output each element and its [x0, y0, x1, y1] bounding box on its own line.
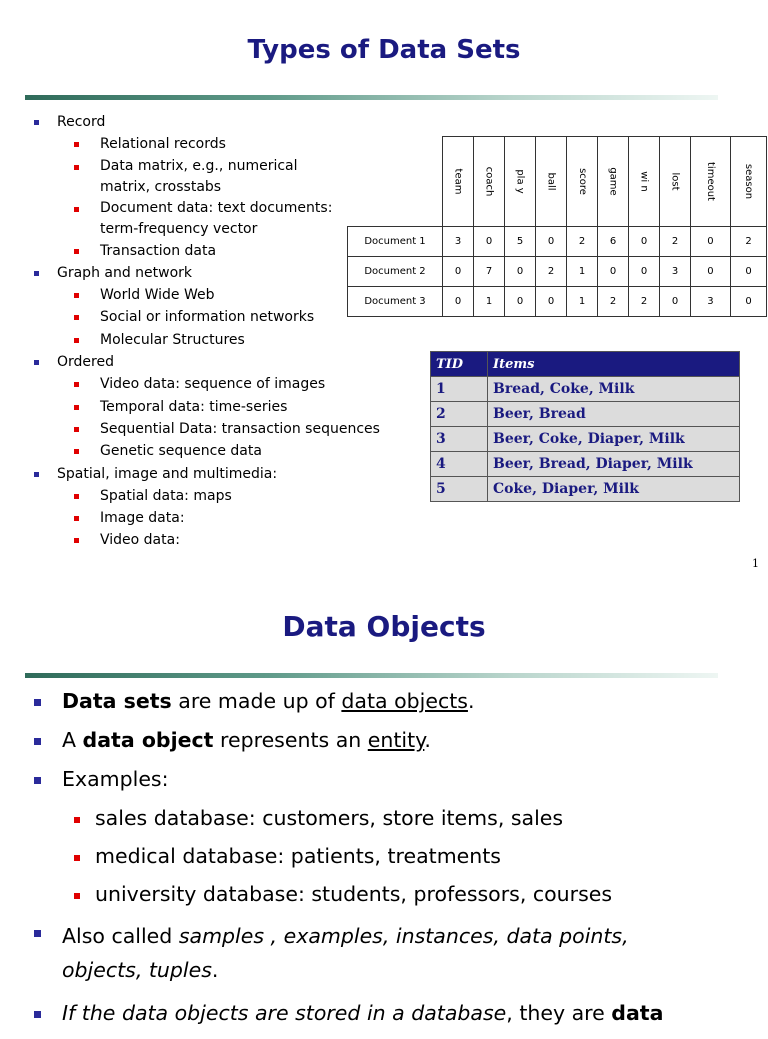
list-item: Also called samples , examples, instances, data points, objects, tuples.	[34, 919, 702, 987]
list-subitem: Social or information networks	[34, 306, 380, 328]
items-cell: Bread, Coke, Milk	[488, 377, 740, 402]
list-item-ordered: Ordered	[34, 351, 380, 373]
items-cell: Coke, Diaper, Milk	[488, 477, 740, 502]
list-item: A data object represents an entity.	[34, 727, 734, 753]
cell: 2	[567, 227, 598, 257]
doc-label: Document 1	[348, 227, 443, 257]
cell: 0	[505, 287, 536, 317]
table-row	[431, 427, 740, 452]
list-subitem: World Wide Web	[34, 284, 380, 306]
list-subitem: Data matrix, e.g., numerical matrix, crosstabs	[34, 156, 340, 198]
list-subitem: Transaction data	[34, 240, 380, 262]
list-subitem: Document data: text documents: term-frequency vector	[34, 198, 370, 240]
cell: 3	[443, 227, 474, 257]
table-row	[431, 402, 740, 427]
cell: 0	[505, 257, 536, 287]
cell: 2	[629, 287, 660, 317]
list-item-record: Record	[34, 111, 380, 133]
title-divider	[25, 673, 718, 678]
cell: 2	[598, 287, 629, 317]
title-divider	[25, 95, 718, 100]
tid-cell: 4	[431, 452, 488, 477]
cell: 0	[730, 287, 766, 317]
cell: 0	[536, 227, 567, 257]
column-header-tid: TID	[431, 352, 488, 377]
list-subitem: Relational records	[34, 133, 380, 155]
term-header: team	[443, 137, 474, 227]
list-item-spatial: Spatial, image and multimedia:	[34, 463, 380, 485]
list-subitem: Temporal data: time-series	[34, 396, 380, 418]
cell: 2	[730, 227, 766, 257]
list-subitem: Spatial data: maps	[34, 485, 380, 507]
term-header: pla y	[505, 137, 536, 227]
list-subitem: medical database: patients, treatments	[34, 843, 734, 869]
table-row	[431, 452, 740, 477]
cell: 2	[660, 227, 691, 257]
tid-cell: 1	[431, 377, 488, 402]
table-row	[348, 287, 767, 317]
transaction-table	[430, 351, 740, 502]
term-header: game	[598, 137, 629, 227]
term-header: coach	[474, 137, 505, 227]
list-subitem: university database: students, professors, courses	[34, 881, 734, 907]
slide1-title: Types of Data Sets	[247, 35, 521, 65]
cell: 0	[443, 257, 474, 287]
tid-cell: 2	[431, 402, 488, 427]
tid-cell: 5	[431, 477, 488, 502]
tid-cell: 3	[431, 427, 488, 452]
list-subitem: Genetic sequence data	[34, 440, 380, 462]
table-row	[431, 477, 740, 502]
cell: 6	[598, 227, 629, 257]
table-row	[348, 257, 767, 287]
cell: 0	[691, 257, 731, 287]
cell: 0	[598, 257, 629, 287]
term-header: timeout	[691, 137, 731, 227]
cell: 2	[536, 257, 567, 287]
term-header: wi n	[629, 137, 660, 227]
list-subitem: Sequential Data: transaction sequences	[34, 418, 380, 440]
cell: 0	[629, 227, 660, 257]
term-header: season	[730, 137, 766, 227]
cell: 1	[567, 287, 598, 317]
cell: 1	[567, 257, 598, 287]
term-header: ball	[536, 137, 567, 227]
list-subitem: Image data:	[34, 507, 380, 529]
list-item: Data sets are made up of data objects.	[34, 688, 734, 714]
cell: 0	[629, 257, 660, 287]
cell: 0	[474, 227, 505, 257]
list-subitem: Molecular Structures	[34, 329, 380, 351]
column-header-items: Items	[488, 352, 740, 377]
list-item-graph: Graph and network	[34, 262, 380, 284]
page-number: 1	[752, 557, 759, 570]
list-item: Examples:	[34, 766, 734, 792]
cell: 0	[660, 287, 691, 317]
items-cell: Beer, Bread	[488, 402, 740, 427]
term-document-matrix	[347, 136, 767, 317]
cell: 0	[691, 227, 731, 257]
table-row	[431, 377, 740, 402]
term-header: score	[567, 137, 598, 227]
list-subitem: sales database: customers, store items, sales	[34, 805, 734, 831]
data-objects-list	[34, 688, 734, 1039]
term-header-row	[348, 137, 767, 227]
cell: 0	[730, 257, 766, 287]
table-header-row	[431, 352, 740, 377]
doc-label: Document 3	[348, 287, 443, 317]
list-subitem: Video data: sequence of images	[34, 373, 380, 395]
list-subitem: Video data:	[34, 529, 380, 551]
cell: 0	[443, 287, 474, 317]
data-set-types-list	[34, 111, 380, 552]
cell: 7	[474, 257, 505, 287]
slide2-title: Data Objects	[282, 610, 486, 643]
cell: 5	[505, 227, 536, 257]
cell: 1	[474, 287, 505, 317]
doc-label: Document 2	[348, 257, 443, 287]
list-item: If the data objects are stored in a database, they are data	[34, 1000, 734, 1026]
items-cell: Beer, Coke, Diaper, Milk	[488, 427, 740, 452]
items-cell: Beer, Bread, Diaper, Milk	[488, 452, 740, 477]
cell: 0	[536, 287, 567, 317]
table-row	[348, 227, 767, 257]
cell: 3	[691, 287, 731, 317]
term-header: lost	[660, 137, 691, 227]
cell: 3	[660, 257, 691, 287]
